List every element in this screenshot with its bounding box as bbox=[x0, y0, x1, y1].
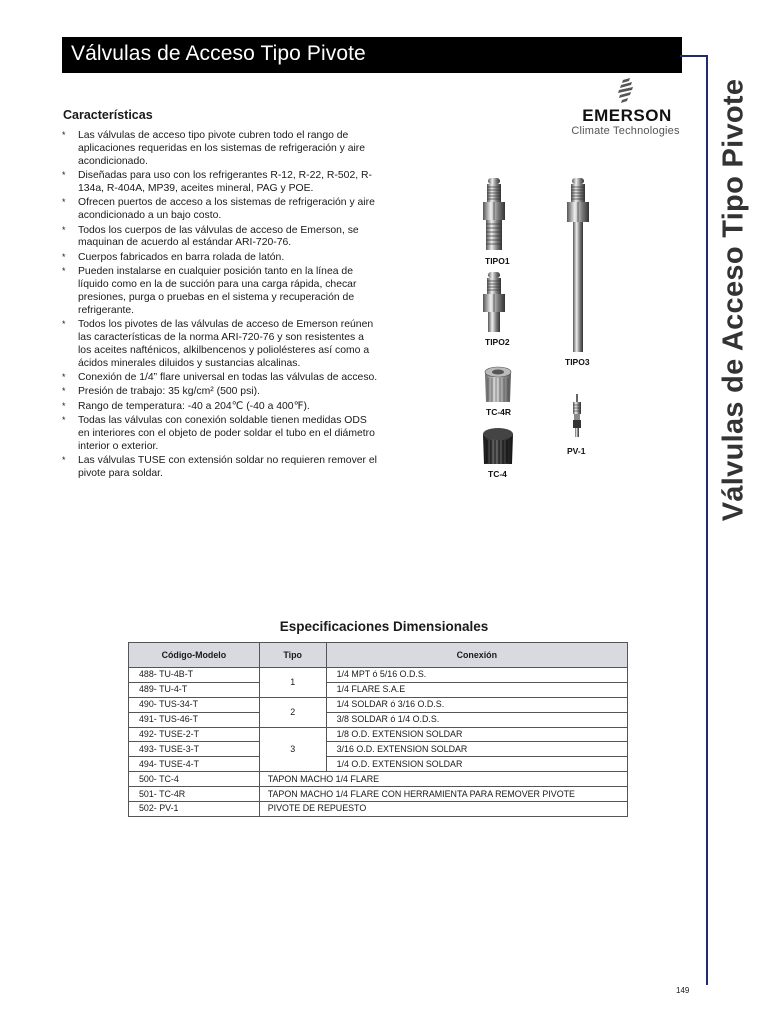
list-item: * Las válvulas de acceso tipo pivote cubren todo el rango de aplicaciones requeridas en los sistemas de refrigeración y aire acondicionado. bbox=[62, 130, 366, 167]
specs-title: Especificaciones Dimensionales bbox=[279, 619, 489, 634]
code-cell: 500- TC-4 bbox=[129, 772, 260, 787]
list-item: * Presión de trabajo: 35 kg/cm² (500 psi). bbox=[62, 386, 260, 398]
table-row bbox=[129, 787, 628, 802]
table-row bbox=[129, 802, 628, 817]
conexion-cell: PIVOTE DE REPUESTO bbox=[259, 802, 627, 817]
conexion-cell: 1/4 MPT ó 5/16 O.D.S. bbox=[326, 668, 627, 683]
code-cell: 494- TUSE-4-T bbox=[129, 757, 260, 772]
code-cell: 488- TU-4B-T bbox=[129, 668, 260, 683]
cap-tc4r-image bbox=[483, 364, 513, 404]
conexion-cell: 1/4 O.D. EXTENSION SOLDAR bbox=[326, 757, 627, 772]
conexion-cell: 3/16 O.D. EXTENSION SOLDAR bbox=[326, 742, 627, 757]
list-item: * Todas las válvulas con conexión soldable tienen medidas ODS en interiores con el objeto de poder soldar el tubo en el diámetro interior o exterior. bbox=[62, 414, 375, 452]
logo-subtitle: Climate Technologies bbox=[571, 125, 680, 137]
frame-line bbox=[680, 55, 708, 57]
cap-tc4-image bbox=[481, 426, 515, 466]
list-item: * Conexión de 1/4” flare universal en todas las válvulas de acceso. bbox=[62, 372, 378, 384]
label-tipo2: TIPO2 bbox=[485, 337, 510, 347]
column-header: Tipo bbox=[259, 643, 326, 668]
valve-tipo2-image bbox=[481, 272, 507, 334]
column-header: Conexión bbox=[326, 643, 627, 668]
table-row bbox=[129, 697, 628, 712]
list-item: * Diseñadas para uso con los refrigerantes R-12, R-22, R-502, R-134a, R-404A, MP39, aceites mineral, PAG y POE. bbox=[62, 170, 372, 195]
label-pv1: PV-1 bbox=[567, 446, 586, 456]
conexion-cell: 1/8 O.D. EXTENSION SOLDAR bbox=[326, 727, 627, 742]
conexion-cell: 1/4 FLARE S.A.E bbox=[326, 682, 627, 697]
code-cell: 502- PV-1 bbox=[129, 802, 260, 817]
table-row bbox=[129, 712, 628, 727]
core-pv1-image bbox=[570, 394, 584, 438]
label-tipo1: TIPO1 bbox=[485, 256, 510, 266]
table-row bbox=[129, 757, 628, 772]
code-cell: 491- TUS-46-T bbox=[129, 712, 260, 727]
label-tc4: TC-4 bbox=[488, 469, 507, 479]
code-cell: 492- TUSE-2-T bbox=[129, 727, 260, 742]
features-title: Características bbox=[63, 108, 153, 122]
list-item: * Ofrecen puertos de acceso a los sistemas de refrigeración y aire acondicionado a un bajo costo. bbox=[62, 197, 375, 222]
conexion-cell: 1/4 SOLDAR ó 3/16 O.D.S. bbox=[326, 697, 627, 712]
tipo-cell: 3 bbox=[259, 727, 326, 772]
list-item: * Pueden instalarse en cualquier posición tanto en la línea de líquido como en la de succión para una carga rápida, checar presiones, purga o pruebas en el sistema y recuperación de refrigerante. bbox=[62, 266, 357, 316]
features-list bbox=[62, 130, 380, 482]
table-row bbox=[129, 727, 628, 742]
list-item: * Todos los cuerpos de las válvulas de acceso de Emerson, se maquinan de acuerdo al estándar ARI-720-76. bbox=[62, 224, 359, 249]
code-cell: 493- TUSE-3-T bbox=[129, 742, 260, 757]
specs-table bbox=[128, 642, 628, 817]
conexion-cell: TAPON MACHO 1/4 FLARE CON HERRAMIENTA PARA REMOVER PIVOTE bbox=[259, 787, 627, 802]
conexion-cell: TAPON MACHO 1/4 FLARE bbox=[259, 772, 627, 787]
page-number: 149 bbox=[676, 986, 690, 995]
label-tipo3: TIPO3 bbox=[565, 357, 590, 367]
table-row bbox=[129, 742, 628, 757]
frame-line bbox=[706, 55, 708, 985]
table-row bbox=[129, 772, 628, 787]
label-tc4r: TC-4R bbox=[486, 407, 512, 417]
list-item: * Cuerpos fabricados en barra rolada de latón. bbox=[62, 251, 285, 263]
page-title-bar bbox=[62, 37, 682, 73]
emerson-mark-icon bbox=[614, 78, 636, 106]
column-header: Código-Modelo bbox=[129, 643, 260, 668]
list-item: * Las válvulas TUSE con extensión soldar no requieren remover el pivote para soldar. bbox=[62, 455, 377, 479]
list-item: * Rango de temperatura: -40 a 204℃ (-40 a 400℉). bbox=[62, 400, 310, 412]
logo-brand: EMERSON bbox=[582, 106, 672, 125]
table-header-row bbox=[129, 643, 628, 668]
tipo-cell: 2 bbox=[259, 697, 326, 727]
list-item: * Todos los pivotes de las válvulas de acceso de Emerson reúnen las características de la norma ARI-720-76 y son resistentes a los aceites nafténicos, alkilbencenos y poliolésteres así como a ácidos minerales diluidos y sustancias alcalinas. bbox=[62, 319, 374, 369]
tipo-cell: 1 bbox=[259, 668, 326, 698]
table-row bbox=[129, 668, 628, 683]
conexion-cell: 3/8 SOLDAR ó 1/4 O.D.S. bbox=[326, 712, 627, 727]
valve-tipo3-image bbox=[566, 178, 590, 353]
page-title: Válvulas de Acceso Tipo Pivote bbox=[71, 42, 366, 65]
code-cell: 489- TU-4-T bbox=[129, 682, 260, 697]
code-cell: 501- TC-4R bbox=[129, 787, 260, 802]
valve-tipo1-image bbox=[480, 178, 508, 252]
table-row bbox=[129, 682, 628, 697]
side-title: Válvulas de Acceso Tipo Pivote bbox=[717, 78, 750, 522]
code-cell: 490- TUS-34-T bbox=[129, 697, 260, 712]
emerson-logo bbox=[568, 78, 683, 143]
